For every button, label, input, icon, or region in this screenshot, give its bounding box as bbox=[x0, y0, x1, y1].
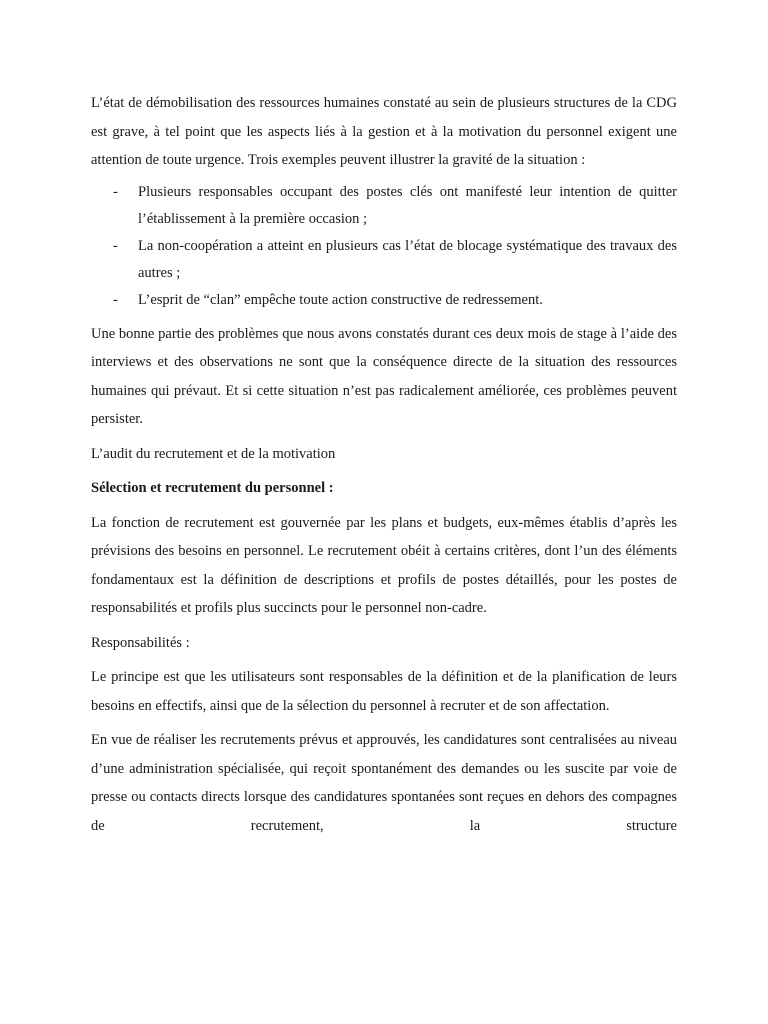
dash-bullet: - bbox=[113, 291, 118, 308]
selection-heading: Sélection et recrutement du personnel : bbox=[91, 480, 334, 496]
dash-bullet: - bbox=[113, 183, 118, 200]
audit-heading: L’audit du recrutement et de la motivation bbox=[91, 445, 336, 462]
recruitment-function-paragraph: La fonction de recrutement est gouvernée par les plans et budgets, eux-mêmes établis d’après les prévisions des besoins en personnel. Le recrutement obéit à certains critères, dont l’un des éléments fondamentaux est la définition de descriptions et profils de postes détaillés, pour les postes de responsabilités et profils plus succincts pour le personnel non-cadre. bbox=[91, 514, 677, 616]
intro-paragraph: L’état de démobilisation des ressources humaines constaté au sein de plusieurs structures de la CDG est grave, à tel point que les aspects liés à la gestion et à la motivation du personnel exigent une attention de toute urgence. Trois exemples peuvent illustrer la gravité de la situation : bbox=[91, 95, 677, 168]
example-list bbox=[91, 179, 677, 314]
dash-bullet: - bbox=[113, 237, 118, 254]
list-item bbox=[91, 233, 677, 287]
list-item bbox=[91, 179, 677, 233]
list-item-text: Plusieurs responsables occupant des postes clés ont manifesté leur intention de quitter l’établissement à la première occasion ; bbox=[138, 183, 677, 227]
responsibilities-heading: Responsabilités : bbox=[91, 634, 190, 651]
centralisation-paragraph: En vue de réaliser les recrutements prévus et approuvés, les candidatures sont centralisées au niveau d’une administration spécialisée, qui reçoit spontanément des demandes ou les suscite par voie de presse ou contacts directs lorsque des candidatures spontanées sont reçues en dehors des compagnes de recrutement, la structure bbox=[91, 732, 677, 834]
problems-paragraph: Une bonne partie des problèmes que nous avons constatés durant ces deux mois de stage à l’aide des interviews et des observations ne sont que la conséquence directe de la situation des ressources humaines qui prévaut. Et si cette situation n’est pas radicalement améliorée, ces problèmes peuvent persister. bbox=[91, 325, 677, 427]
list-item bbox=[91, 287, 677, 314]
list-item-text: L’esprit de “clan” empêche toute action constructive de redressement. bbox=[138, 291, 543, 308]
principle-paragraph: Le principe est que les utilisateurs sont responsables de la définition et de la planification de leurs besoins en effectifs, ainsi que de la sélection du personnel à recruter et de son affectation. bbox=[91, 669, 677, 714]
list-item-text: La non-coopération a atteint en plusieurs cas l’état de blocage systématique des travaux des autres ; bbox=[138, 237, 677, 281]
